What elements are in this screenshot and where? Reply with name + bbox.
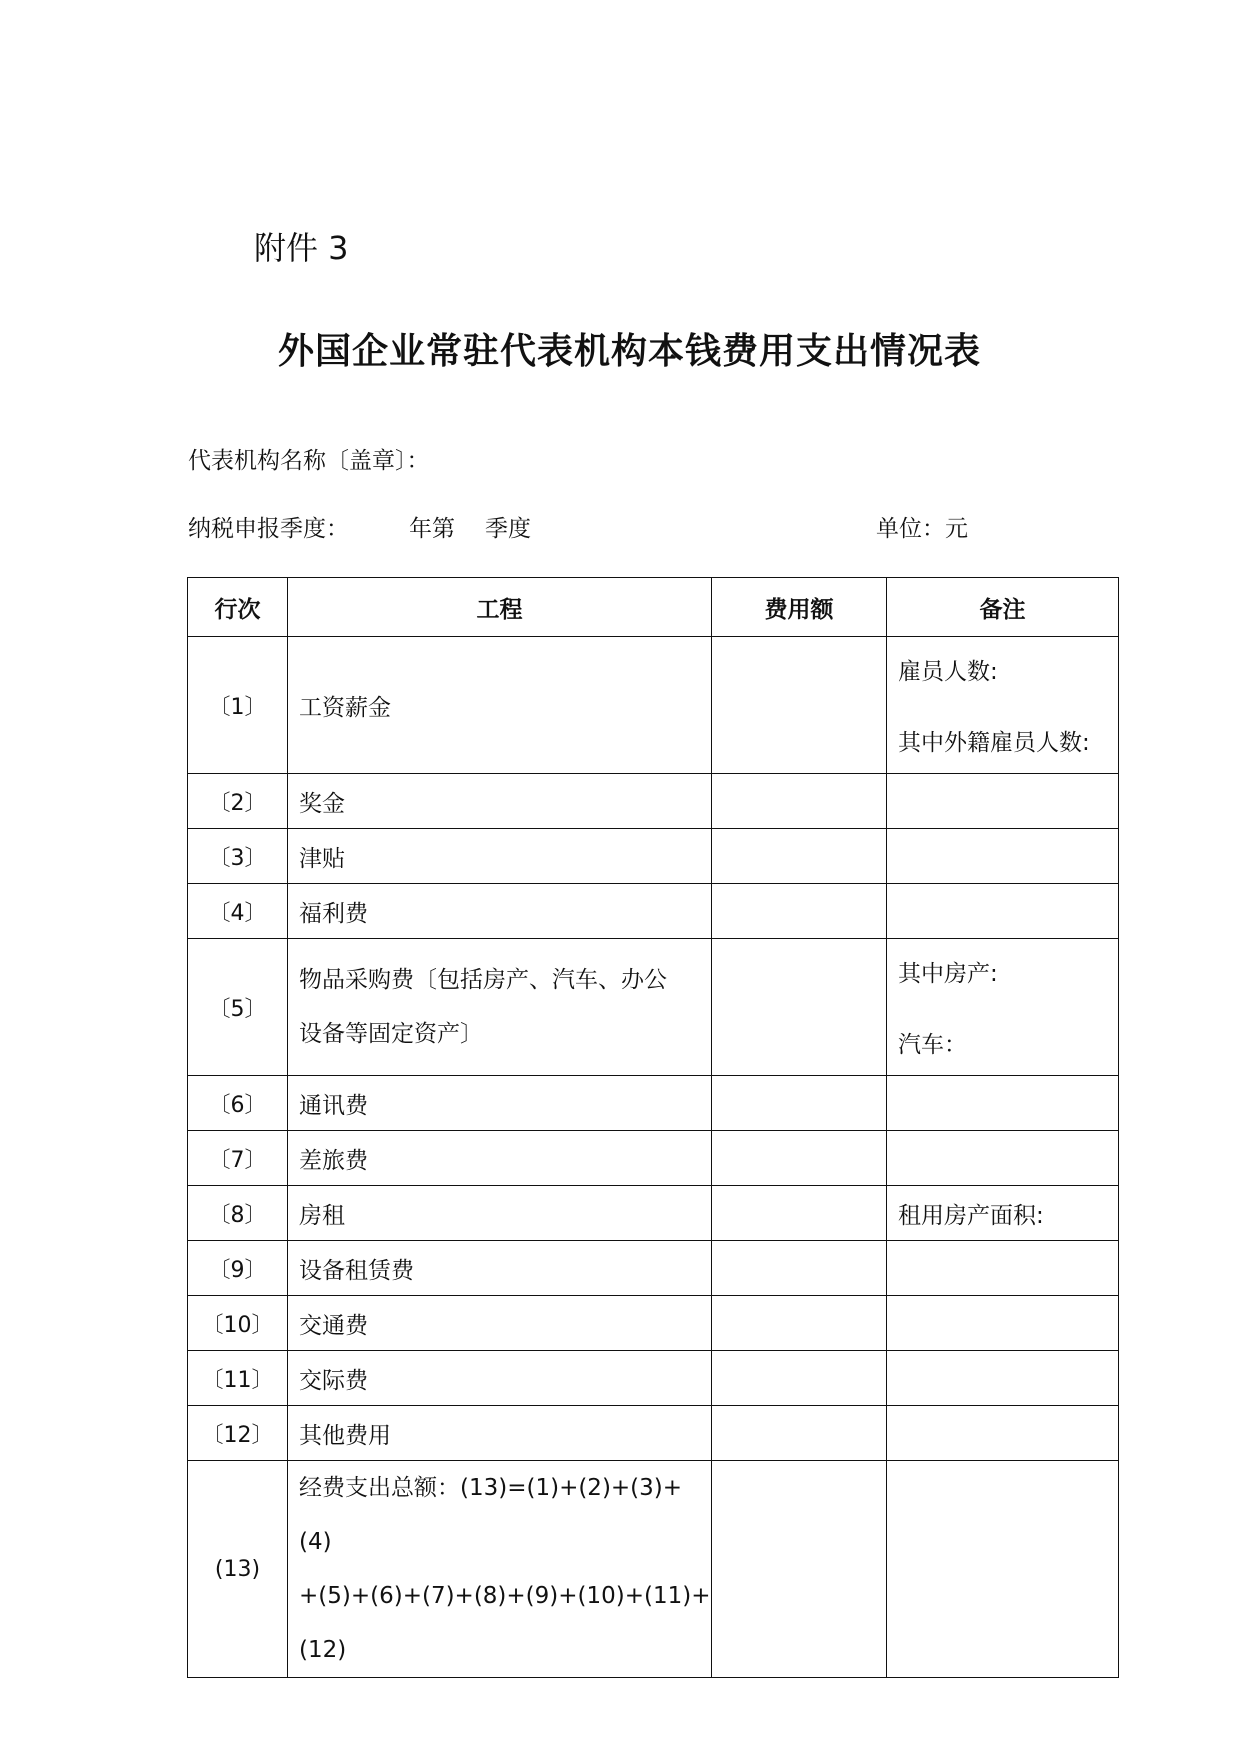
attachment-label: 附件 3 — [254, 229, 349, 267]
row-number: 〔9〕 — [188, 1241, 288, 1296]
note-line: 其中房产: — [898, 961, 998, 987]
table-row — [188, 1186, 1119, 1241]
table-row — [188, 1241, 1119, 1296]
tax-period-label: 纳税申报季度： — [188, 516, 349, 542]
tax-period-line — [188, 514, 531, 544]
row-item — [288, 939, 712, 1076]
note-line: 汽车： — [898, 1032, 967, 1058]
table-row — [188, 637, 1119, 774]
row-number: 〔1〕 — [188, 637, 288, 774]
amount-cell[interactable] — [712, 1131, 887, 1186]
row-item-line: 设备等固定资产〕 — [299, 1021, 483, 1047]
note-cell[interactable] — [887, 1131, 1119, 1186]
table-row — [188, 1351, 1119, 1406]
amount-cell[interactable] — [712, 1076, 887, 1131]
table-row — [188, 939, 1119, 1076]
row-item-line: 物品采购费〔包括房产、汽车、办公 — [299, 967, 667, 993]
amount-cell[interactable] — [712, 1406, 887, 1461]
row-item: 津贴 — [288, 829, 712, 884]
row-number: 〔11〕 — [188, 1351, 288, 1406]
row-item: 工资薪金 — [288, 637, 712, 774]
row-item: 福利费 — [288, 884, 712, 939]
row-item-line: 经费支出总额：(13)=(1)+(2)+(3)+(4) — [299, 1475, 683, 1555]
header-amount: 费用额 — [712, 578, 887, 637]
unit-label: 单位：元 — [876, 516, 968, 542]
note-cell: 租用房产面积: — [887, 1186, 1119, 1241]
quarter-suffix: 季度 — [485, 516, 531, 542]
note-cell[interactable] — [887, 1351, 1119, 1406]
table-row — [188, 1406, 1119, 1461]
row-item-line: +(5)+(6)+(7)+(8)+(9)+(10)+(11)+(12) — [299, 1583, 711, 1663]
table-row — [188, 829, 1119, 884]
note-cell[interactable] — [887, 774, 1119, 829]
row-number: 〔8〕 — [188, 1186, 288, 1241]
amount-cell[interactable] — [712, 884, 887, 939]
row-item: 通讯费 — [288, 1076, 712, 1131]
table-row — [188, 1296, 1119, 1351]
org-name-line: 代表机构名称〔盖章〕： — [188, 448, 430, 474]
table-row — [188, 774, 1119, 829]
amount-cell[interactable] — [712, 1351, 887, 1406]
note-cell[interactable] — [887, 1076, 1119, 1131]
table-header-row — [188, 578, 1119, 637]
amount-cell[interactable] — [712, 1241, 887, 1296]
row-item: 房租 — [288, 1186, 712, 1241]
note-cell[interactable] — [887, 1241, 1119, 1296]
amount-cell[interactable] — [712, 637, 887, 774]
row-item — [288, 1461, 712, 1678]
row-number: 〔10〕 — [188, 1296, 288, 1351]
row-number: 〔12〕 — [188, 1406, 288, 1461]
row-item: 差旅费 — [288, 1131, 712, 1186]
row-number: 〔6〕 — [188, 1076, 288, 1131]
row-item: 设备租赁费 — [288, 1241, 712, 1296]
amount-cell[interactable] — [712, 1461, 887, 1678]
amount-cell[interactable] — [712, 774, 887, 829]
row-number: 〔4〕 — [188, 884, 288, 939]
year-suffix: 年第 — [409, 516, 455, 542]
row-number: (13) — [188, 1461, 288, 1678]
note-cell — [887, 939, 1119, 1076]
amount-cell[interactable] — [712, 939, 887, 1076]
table-row — [188, 1131, 1119, 1186]
table-row — [188, 1461, 1119, 1678]
note-cell — [887, 637, 1119, 774]
row-number: 〔3〕 — [188, 829, 288, 884]
note-cell[interactable] — [887, 1406, 1119, 1461]
header-item: 工程 — [288, 578, 712, 637]
row-item: 奖金 — [288, 774, 712, 829]
header-note: 备注 — [887, 578, 1119, 637]
amount-cell[interactable] — [712, 1296, 887, 1351]
table-row — [188, 884, 1119, 939]
document-title: 外国企业常驻代表机构本钱费用支出情况表 — [277, 331, 981, 372]
note-cell[interactable] — [887, 884, 1119, 939]
row-item: 交际费 — [288, 1351, 712, 1406]
row-number: 〔5〕 — [188, 939, 288, 1076]
amount-cell[interactable] — [712, 1186, 887, 1241]
amount-cell[interactable] — [712, 829, 887, 884]
row-item: 其他费用 — [288, 1406, 712, 1461]
row-number: 〔2〕 — [188, 774, 288, 829]
header-row-no: 行次 — [188, 578, 288, 637]
table-row — [188, 1076, 1119, 1131]
note-line: 其中外籍雇员人数: — [898, 730, 1090, 756]
expense-table — [187, 577, 1119, 1678]
note-line: 雇员人数: — [898, 659, 998, 685]
row-number: 〔7〕 — [188, 1131, 288, 1186]
note-cell[interactable] — [887, 1296, 1119, 1351]
row-item: 交通费 — [288, 1296, 712, 1351]
note-cell[interactable] — [887, 829, 1119, 884]
note-cell[interactable] — [887, 1461, 1119, 1678]
